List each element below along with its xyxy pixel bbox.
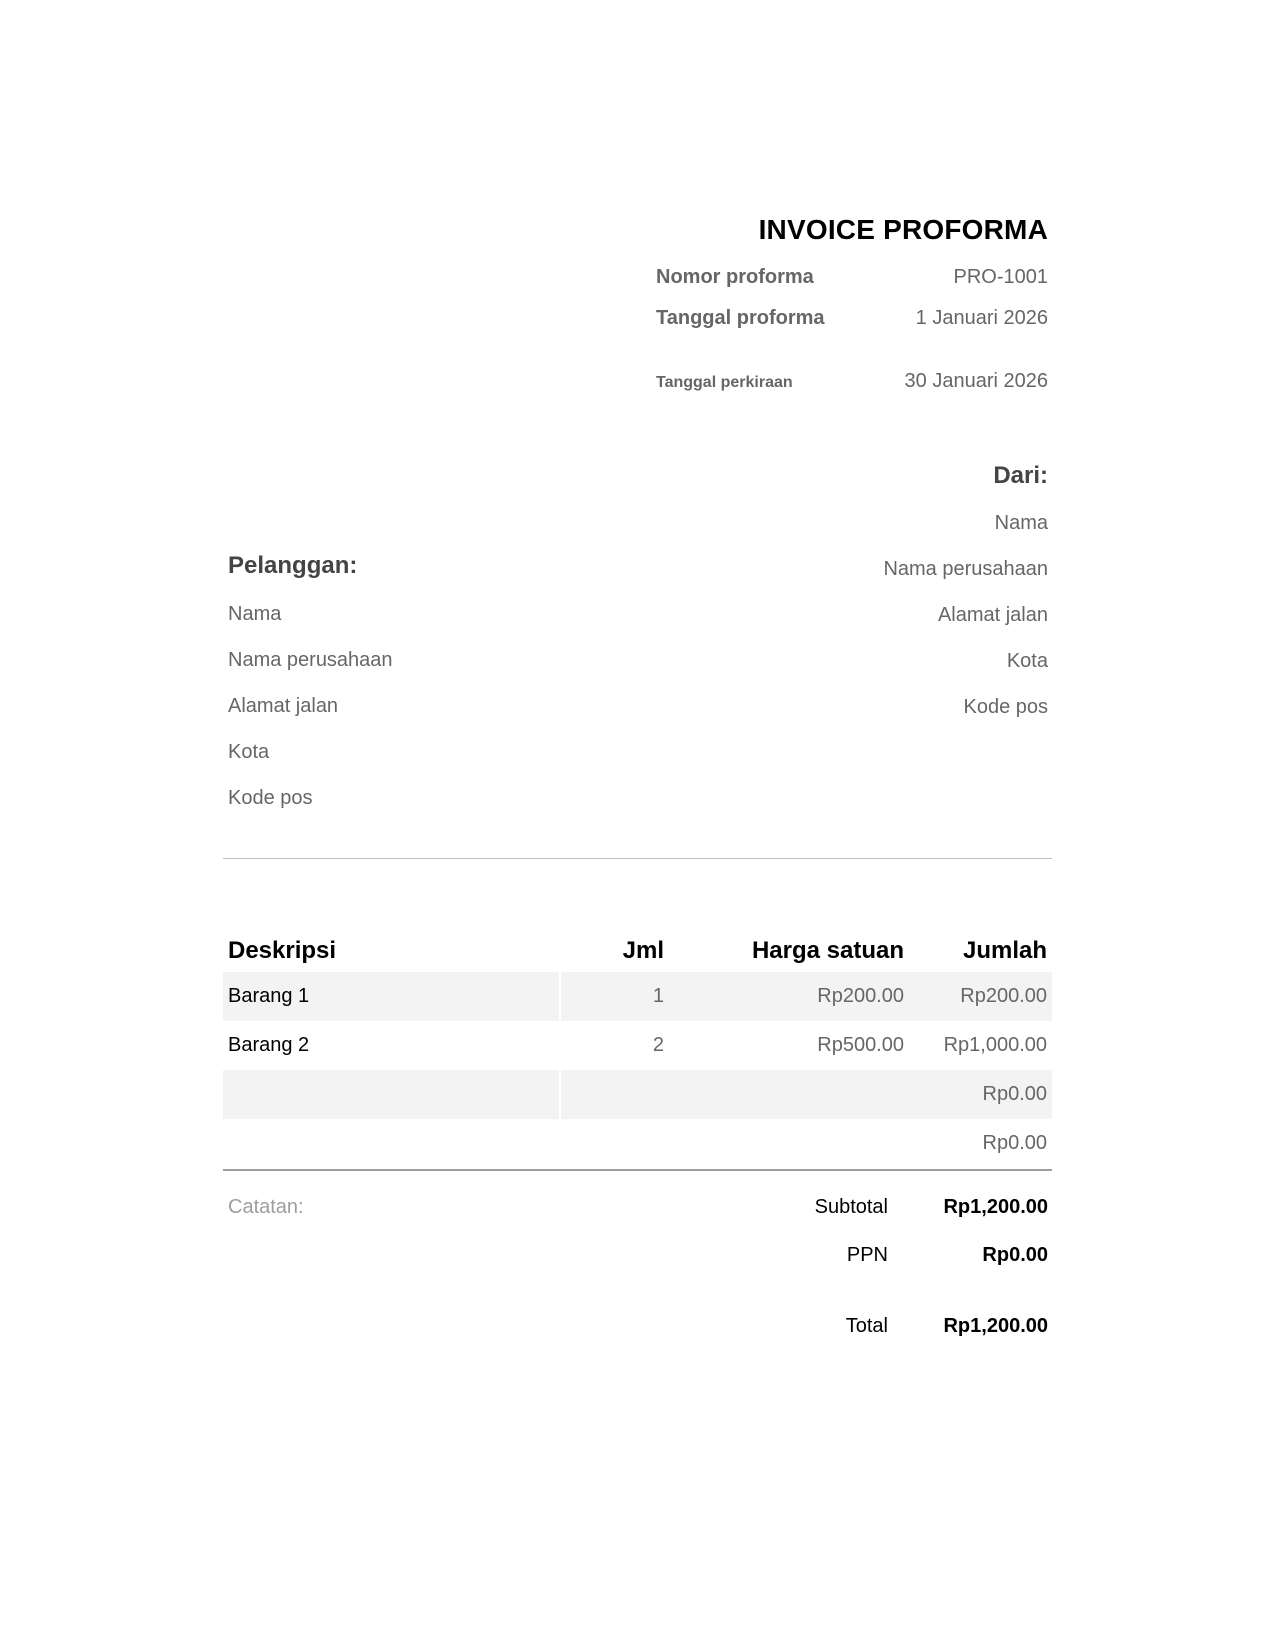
item-qty — [561, 1070, 669, 1119]
item-description — [223, 1119, 559, 1168]
item-qty: 1 — [561, 972, 669, 1021]
tax-label: PPN — [846, 1244, 888, 1266]
item-amount: Rp0.00 — [909, 1070, 1052, 1119]
section-divider — [223, 858, 1052, 859]
item-unit-price: Rp200.00 — [669, 972, 909, 1021]
table-row — [223, 972, 1052, 1021]
proforma-number-label: Nomor proforma — [656, 266, 814, 288]
from-address — [883, 511, 1048, 741]
subtotal-label: Subtotal — [814, 1196, 888, 1218]
item-description — [223, 1070, 559, 1119]
header-qty: Jml — [622, 937, 664, 964]
table-row — [223, 1070, 1052, 1119]
item-description: Barang 1 — [223, 972, 559, 1021]
subtotal-row — [700, 1196, 1048, 1219]
customer-street: Alamat jalan — [228, 695, 339, 717]
items-bottom-divider — [223, 1169, 1052, 1171]
proforma-date-row — [656, 307, 1048, 330]
header-amount: Jumlah — [962, 937, 1047, 964]
customer-city: Kota — [228, 741, 270, 763]
tax-row — [700, 1244, 1048, 1267]
from-postal-code: Kode pos — [963, 696, 1048, 718]
customer-company: Nama perusahaan — [228, 649, 393, 671]
from-company: Nama perusahaan — [883, 558, 1048, 580]
header-unit-price: Harga satuan — [751, 937, 904, 964]
item-qty — [561, 1119, 669, 1168]
customer-name: Nama — [228, 603, 282, 625]
from-street: Alamat jalan — [937, 604, 1048, 626]
estimate-date-row — [656, 370, 1048, 393]
proforma-number-row — [656, 266, 1048, 289]
table-row — [223, 1119, 1052, 1168]
estimate-date-value: 30 Januari 2026 — [904, 370, 1048, 392]
item-unit-price — [669, 1070, 909, 1119]
customer-heading: Pelanggan: — [228, 552, 358, 579]
proforma-date-label: Tanggal proforma — [656, 307, 825, 329]
item-amount: Rp200.00 — [909, 972, 1052, 1021]
tax-value: Rp0.00 — [982, 1244, 1048, 1266]
item-amount: Rp1,000.00 — [943, 1034, 1047, 1056]
total-row — [700, 1315, 1048, 1338]
proforma-date-value: 1 Januari 2026 — [915, 307, 1048, 329]
item-unit-price: Rp500.00 — [817, 1034, 904, 1056]
customer-postal-code: Kode pos — [228, 787, 313, 809]
item-description: Barang 2 — [228, 1034, 310, 1056]
items-header-row — [223, 930, 1052, 972]
from-heading: Dari: — [993, 462, 1048, 489]
total-value: Rp1,200.00 — [943, 1315, 1048, 1337]
estimate-date-label: Tanggal perkiraan — [656, 374, 793, 391]
subtotal-value: Rp1,200.00 — [943, 1196, 1048, 1218]
item-qty: 2 — [652, 1034, 664, 1056]
document-title: INVOICE PROFORMA — [758, 214, 1048, 245]
item-unit-price — [669, 1119, 909, 1168]
from-name: Nama — [994, 512, 1048, 534]
item-amount: Rp0.00 — [982, 1132, 1047, 1154]
notes-label: Catatan: — [228, 1196, 304, 1218]
proforma-number-value: PRO-1001 — [953, 266, 1048, 288]
table-row — [223, 1021, 1052, 1070]
items-table — [223, 930, 1052, 1168]
header-description: Deskripsi — [228, 937, 337, 964]
total-label: Total — [845, 1315, 888, 1337]
customer-address — [228, 602, 393, 832]
from-city: Kota — [1006, 650, 1048, 672]
